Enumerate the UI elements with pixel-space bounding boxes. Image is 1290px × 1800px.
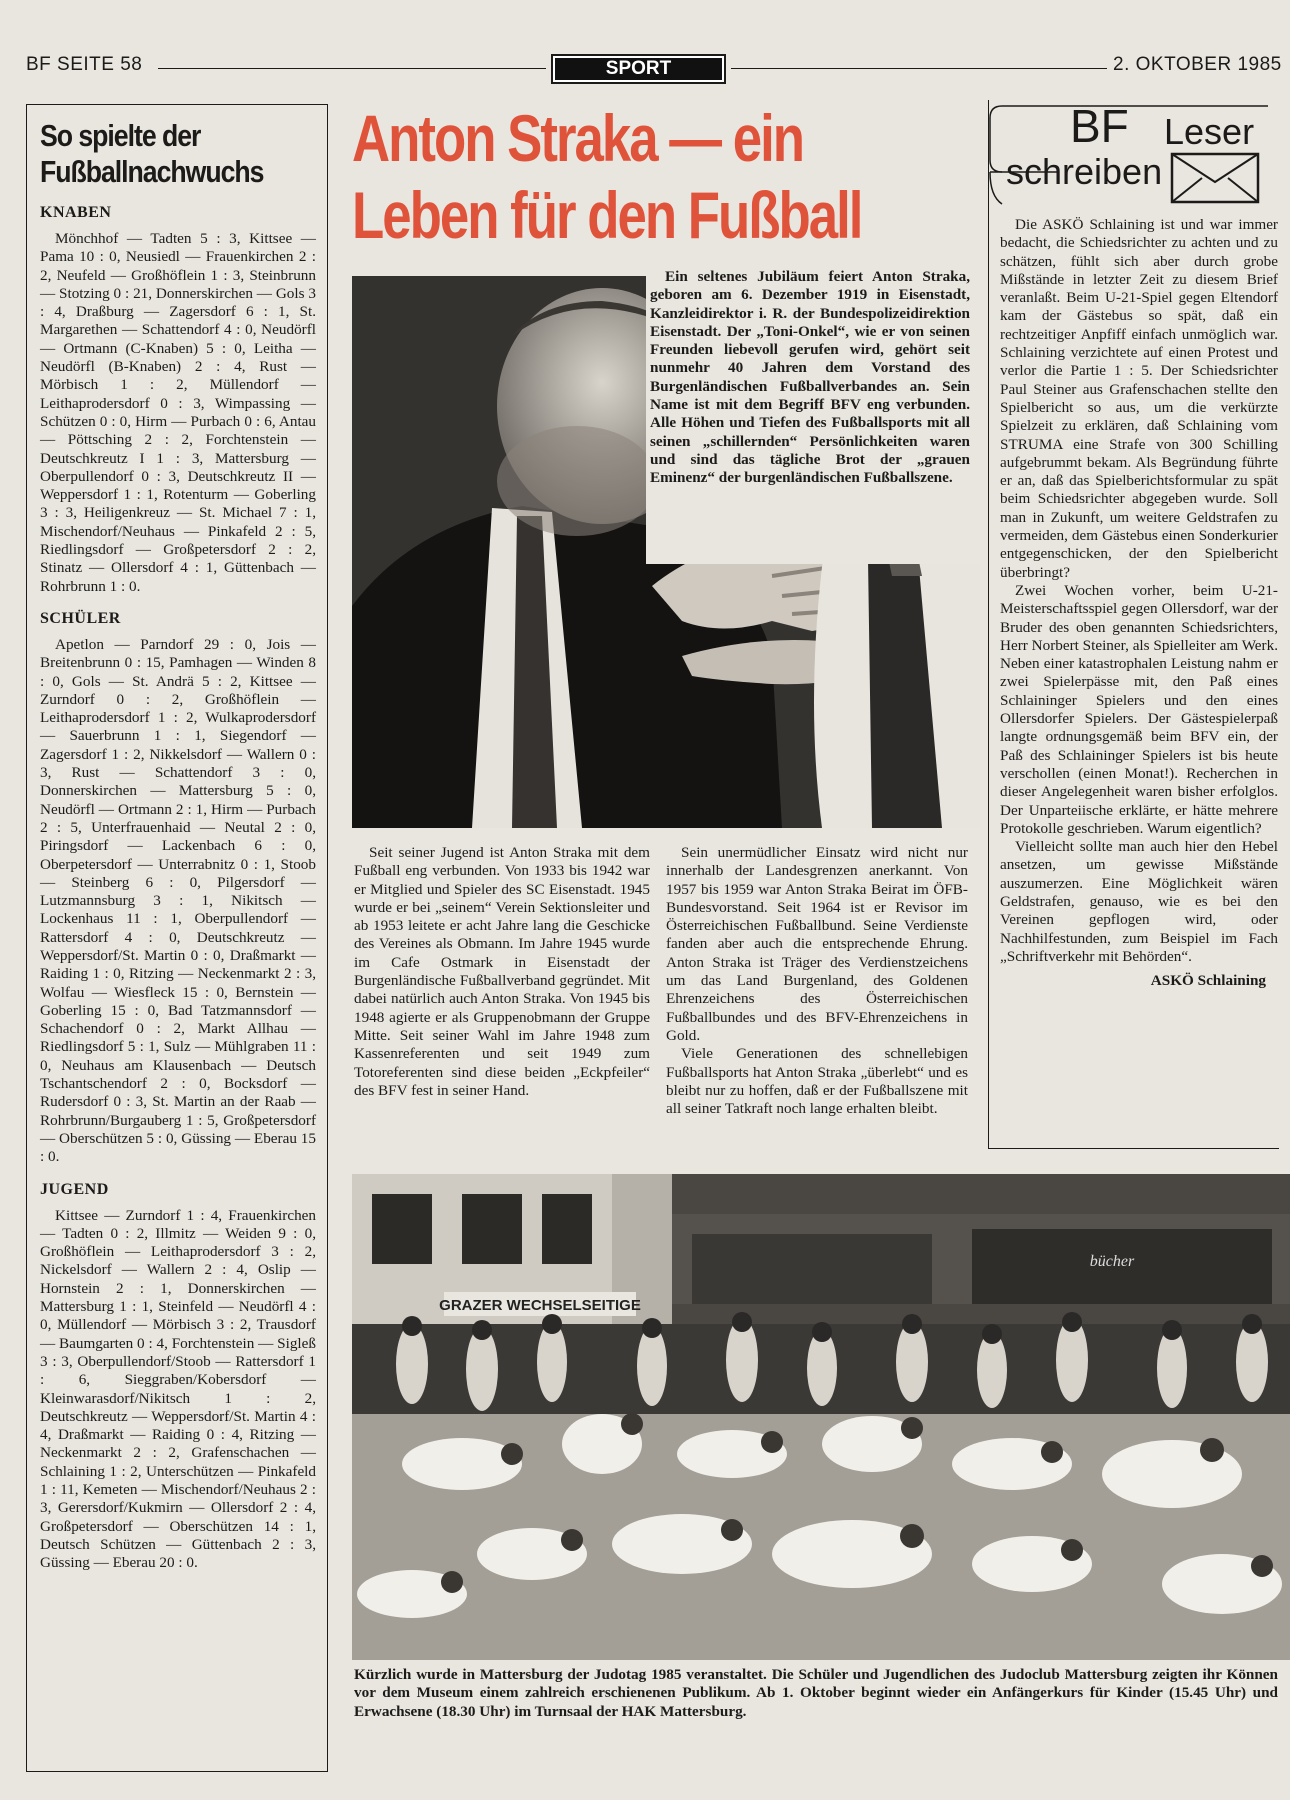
letter-paragraph-3: Vielleicht sollte man auch hier den Hebel ansetzen, um gewisse Mißstände auszumerzen. Eine Möglichkeit wären Geldstrafen, genauso, wie es bei den Vereinen gepflogen wird, oder Nachhilfestunden, zum Beispiel im Fach „Schriftverkehr mit Behörden“.	[1000, 838, 1278, 965]
letter-signature: ASKÖ Schlaining	[1150, 972, 1266, 990]
header-rule-left	[158, 68, 546, 69]
letters-logo	[988, 100, 1278, 212]
article-col1-text: Seit seiner Jugend ist Anton Straka mit dem Fußball eng verbunden. Von 1933 bis 1942 war er Mitglied und Spieler des SC Eisenstadt. 1945 wurde er bei „seinem“ Verein Sektionsleiter und ab 1953 leitete er acht Jahre lang die Geschicke des Vereines als Obmann. Im Jahre 1945 wurde im Cafe Ostmark in Eisenstadt der Burgenländische Fußballverband gegründet. Mit dabei natürlich auch Anton Straka. Von 1945 bis 1948 agierte er als Gruppenobmann der Gruppe Mitte. Seit seiner Wahl im Jahre 1948 zum Kassenreferenten und seit 1949 zum Totoreferenten sind diese beiden „Eckpfeiler“ des BFV fest in seiner Hand.	[354, 844, 650, 1099]
photo-caption: Kürzlich wurde in Mattersburg der Judotag 1985 veranstaltet. Die Schüler und Jugendlichen des Judoclub Mattersburg zeigten ihr Können vor dem Museum einem zahlreich erschienenen Publikum. Ab 1. Oktober beginnt wieder ein Anfängerkurs für Kinder (15.45 Uhr) und Erwachsene (18.30 Uhr) im Turnsaal der HAK Mattersburg.	[354, 1666, 1278, 1720]
article-column-2	[666, 844, 968, 1118]
letter-paragraph-1: Die ASKÖ Schlaining ist und war immer bedacht, die Schiedsrichter zu achten und zu schätzen, fühlt sich aber durch grobe Mißstände in letzter Zeit zu diesem Brief veranlaßt. Beim U-21-Spiel gegen Eltendorf kam der Gästebus so spät, daß ein rechtzeitiger Anpfiff einfach unmöglich war. Schlaining verzichtete auf einen Protest und verlor die Partie 1 : 5. Der Schiedsrichter Paul Steiner aus Grafenschachen stellte den Spielbericht so aus, um die verkürzte Spielzeit zu erklären, daß Schlaining vom STRUMA eine Strafe von 300 Schilling aufgebrummt bekam. Als Begründung führte er an, daß das Spielberichtsformular zu spät beim Schiedsrichter abgegeben wurde. Soll man in Zukunft, um weitere Geldstrafen zu vermeiden, dem Gästebus einen Sonderkurier entgegenschicken, der den Spielbericht überbringt?	[1000, 216, 1278, 581]
results-title: So spielte der Fußballnachwuchs	[40, 118, 264, 189]
article-lead: Ein seltenes Jubiläum feiert Anton Straka, geboren am 6. Dezember 1919 in Eisenstadt, Kanzleidirektor i. R. der Bundespolizeidirektion Eisenstadt. Der „Toni-Onkel“, wie er von seinen Freunden liebevoll gerufen wird, gehört seit nunmehr 40 Jahren dem Vorstand des Burgenländischen Fußballverbandes an. Sein Name ist mit dem Begriff BFV eng verbunden. Alle Höhen und Tiefen des Fußballsports mit all seinen „schillernden“ Persönlichkeiten waren und sind das tägliche Brot der „grauen Eminenz“ der burgenländischen Fußballszene.	[650, 268, 970, 487]
letters-column	[1000, 216, 1278, 990]
section-label-box	[551, 54, 726, 84]
envelope-icon	[1172, 154, 1258, 202]
article-column-1	[354, 844, 650, 1100]
letters-logo-schreiben: schreiben	[1006, 151, 1163, 192]
section-heading-schueler: SCHÜLER	[40, 609, 121, 627]
letter-paragraph-2: Zwei Wochen vorher, beim U-21-Meisterschaftsspiel gegen Ollersdorf, war der Bruder des oben genannten Schiedsrichters, Herr Norbert Steiner, als Spielleiter am Werk. Neben einer katastrophalen Leistung nahm er zwei Spielerpässe mit, den Paß eines Schlaininger Spielers und den eines Ollersdorfer Spielers. Der Gästespielerpaß langte ordnungsgemäß beim BFV ein, der Paß des Schlaininger Spielers ist bis heute verschollen (einen Monat!). Recherchen in dieser Angelegenheit waren bisher erfolglos. Der Unparteiische erklärte, er hätte mehrere Protokolle geschrieben. Warum eigentlich?	[1000, 581, 1278, 837]
issue-date: 2. OKTOBER 1985	[1113, 54, 1282, 75]
judo-photo-image	[352, 1174, 1290, 1660]
letters-logo-leser: Leser	[1164, 111, 1255, 152]
article-headline: Anton Straka — ein Leben für den Fußball	[352, 101, 862, 252]
letters-logo-bf: BF	[1070, 100, 1129, 152]
article-col2-text-2: Viele Generationen des schnellebigen Fußballsports hat Anton Straka „überlebt“ und es bleibt nur zu hoffen, daß er der Fußballszene mit all seiner Tatkraft noch lange erhalten bleibt.	[666, 1045, 968, 1118]
judo-photo	[352, 1174, 1290, 1660]
section-heading-knaben: KNABEN	[40, 204, 112, 221]
results-column	[40, 204, 316, 1572]
results-schueler: Apetlon — Parndorf 29 : 0, Jois — Breitenbrunn 0 : 15, Pamhagen — Winden 8 : 0, Gols — St. Andrä 5 : 2, Kittsee — Zurndorf 0 : 2, Großhöflein — Leithaprodersdorf 1 : 2, Wulkaprodersdorf — Sauerbrunn 1 : 1, Siegendorf — Zagersdorf 1 : 2, Nikkelsdorf — Wallern 0 : 3, Rust — Schattendorf 3 : 0, Donnerskirchen — Mattersburg 5 : 0, Neudörfl — Ortmann 2 : 1, Hirm — Purbach 2 : 5, Unterfrauenhaid — Neutal 2 : 0, Piringsdorf — Lackenbach 6 : 0, Oberpetersdorf — Unterrabnitz 0 : 1, Stoob — Steinberg 6 : 0, Pilgersdorf — Lutzmannsburg 3 : 1, Nikitsch — Lockenhaus 11 : 1, Oberpullendorf — Rattersdorf 4 : 0, Deutschkreutz — Weppersdorf/St. Martin 0 : 0, Draßmarkt — Raiding 1 : 0, Ritzing — Neckenmarkt 2 : 3, Wolfau — Wiesfleck 15 : 0, Bernstein — Goberling 15 : 0, Bad Tatzmannsdorf — Schachendorf 0 : 2, Markt Allhau — Riedlingsdorf 5 : 1, Sulz — Mühlgraben 11 : 0, Neuhaus am Klausenbach — Deutsch Tschantschendorf 2 : 0, Bocksdorf — Rudersdorf 0 : 3, St. Martin an der Raab — Rohrbrunn/Burgauberg 1 : 5, Großpetersdorf — Oberschützen 5 : 0, Güssing — Eberau 15 : 0.	[40, 635, 316, 1166]
results-knaben: Mönchhof — Tadten 5 : 3, Kittsee — Pama 10 : 0, Neusiedl — Frauenkirchen 2 : 2, Neufeld — Großhöflein 1 : 3, Steinbrunn — Stotzing 0 : 21, Donnerskirchen — Gols 3 : 4, Draßburg — Zagersdorf 6 : 1, St. Margarethen — Schattendorf 4 : 0, Neudörfl — Ortmann (C-Knaben) 5 : 0, Leitha — Neudörfl (B-Knaben) 2 : 4, Rust — Mörbisch 1 : 2, Müllendorf — Leithaprodersdorf 0 : 3, Wimpassing — Schützen 0 : 0, Hirm — Purbach 0 : 6, Antau — Pöttsching 2 : 2, Forchtenstein — Deutschkreutz I 1 : 3, Mattersburg — Oberpullendorf 0 : 3, Deutschkreutz II — Weppersdorf 1 : 1, Rotenturm — Goberling 3 : 3, Heiligenkreuz — St. Michael 7 : 1, Mischendorf/Neuhaus — Pinkafeld 2 : 5, Riedlingsdorf — Großpetersdorf 2 : 2, Stinatz — Ollersdorf 4 : 1, Güttenbach — Rohrbrunn 1 : 0.	[40, 230, 316, 595]
header-rule-right	[731, 68, 1107, 69]
results-jugend: Kittsee — Zurndorf 1 : 4, Frauenkirchen — Tadten 0 : 2, Illmitz — Weiden 9 : 0, Großhöflein — Leithaprodersdorf 3 : 2, Nickelsdorf — Wallern 2 : 4, Oslip — Hornstein 2 : 1, Donnerskirchen — Mattersburg 1 : 1, Steinfeld — Neudörfl 4 : 0, Müllendorf — Mörbisch 3 : 2, Trausdorf — Baumgarten 0 : 4, Forchtenstein — Sigleß 3 : 3, Oberpullendorf/Stoob — Rattersdorf 1 : 6, Sieggraben/Kobersdorf — Kleinwarasdorf/Nikitsch 1 : 2, Deutschkreutz — Weppersdorf/St. Martin 4 : 4, Draßmarkt — Raiding 0 : 4, Ritzing — Neckenmarkt 2 : 2, Grafenschachen — Schlaining 1 : 2, Unterschützen — Pinkafeld 1 : 11, Kemeten — Mischendorf/Neuhaus 2 : 3, Gerersdorf/Kukmirn — Ollersdorf 2 : 4, Großpetersdorf — Oberschützen 14 : 1, Deutsch Schützen — Güttenbach 2 : 3, Güssing — Eberau 20 : 0.	[40, 1206, 316, 1572]
shop-sign-text: GRAZER WECHSELSEITIGE	[439, 1297, 641, 1314]
shop-sign-bucher: bücher	[1089, 1253, 1135, 1270]
page-number: BF SEITE 58	[26, 54, 143, 75]
section-label: SPORT	[555, 58, 722, 80]
section-heading-jugend: JUGEND	[40, 1180, 109, 1198]
article-col2-text-1: Sein unermüdlicher Einsatz wird nicht nur innerhalb der Landesgrenzen anerkannt. Von 1957 bis 1959 war Anton Straka Beirat im ÖFB-Bundesvorstand. Seit 1964 ist er Revisor im Österreichischen Fußballbund. Seine Verdienste fanden aber auch die entsprechende Ehrung. Anton Straka ist Träger des Verdienstzeichens um das Land Burgenland, des Goldenen Ehrenzeichens des Österreichischen Fußballbundes und des BFV-Ehrenzeichens in Gold.	[666, 844, 968, 1044]
